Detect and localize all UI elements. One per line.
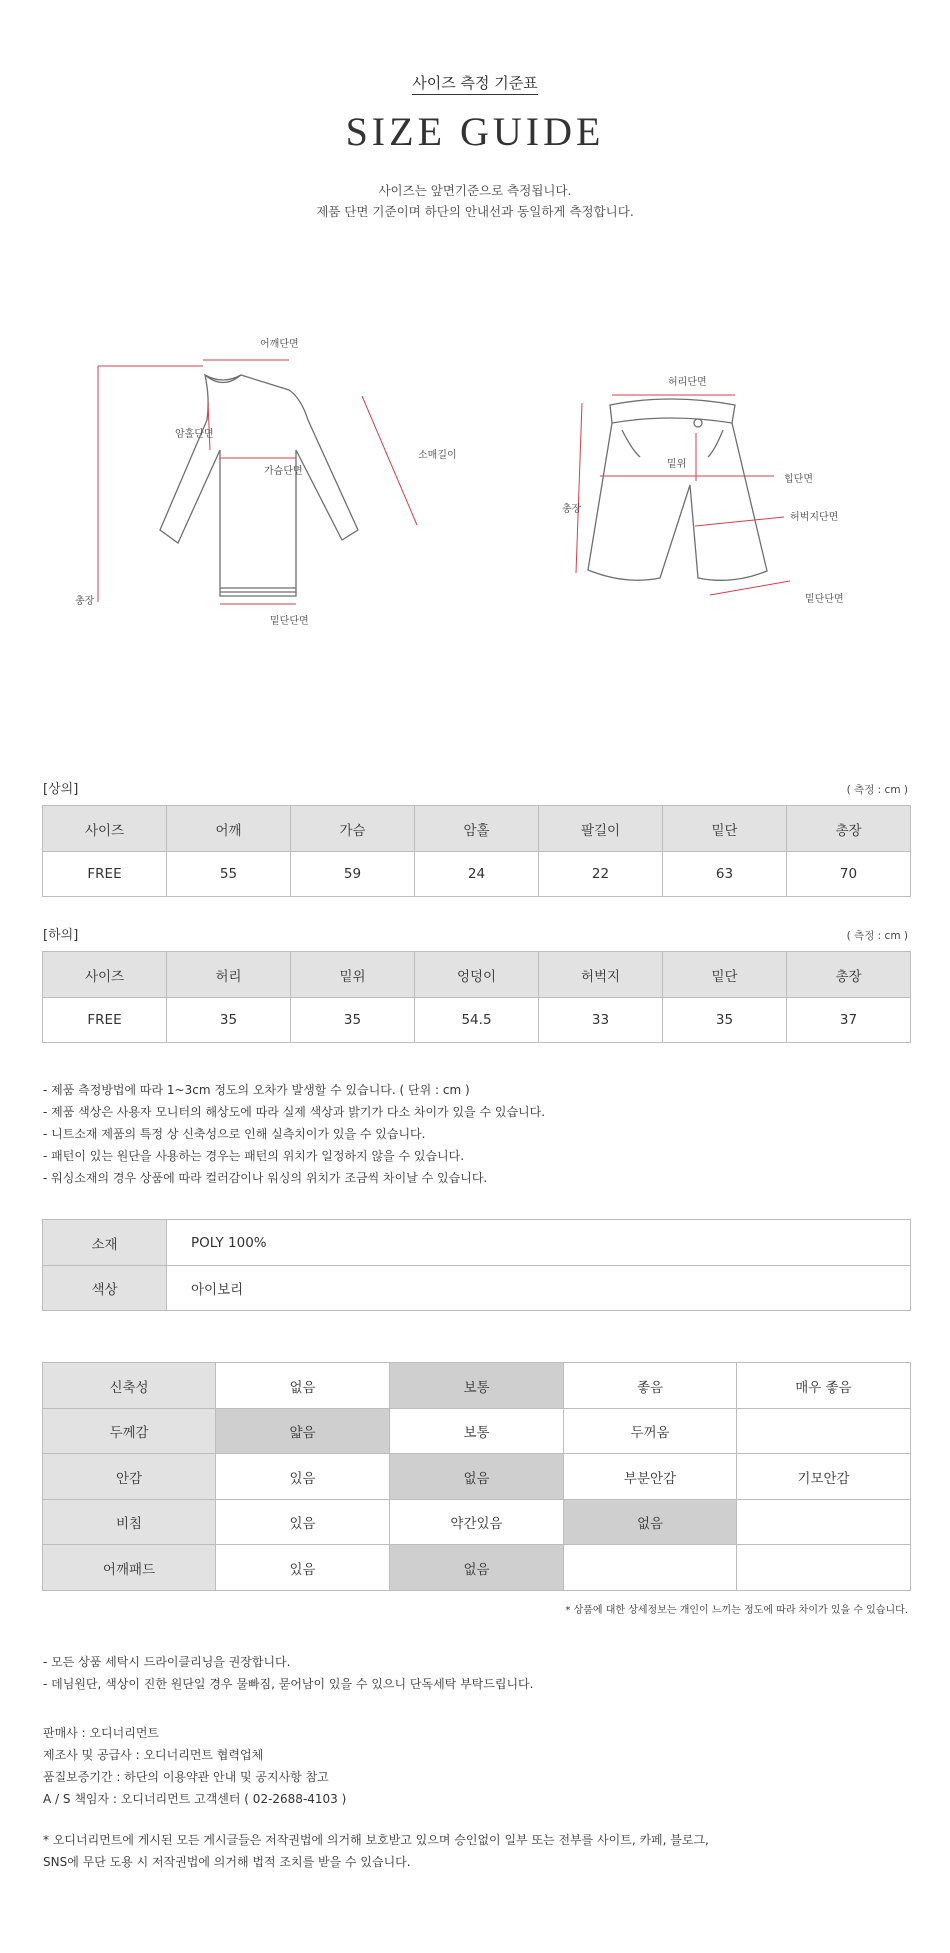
property-option: 있음 xyxy=(216,1500,390,1545)
table-cell: FREE xyxy=(43,852,167,897)
bottom-size-table xyxy=(42,951,911,1043)
intro-line-2: 제품 단면 기준이며 하단의 안내선과 동일하게 측정합니다. xyxy=(316,204,634,219)
property-option-selected: 보통 xyxy=(390,1363,564,1409)
table-header-row xyxy=(43,806,911,852)
care-line: - 모든 상품 세탁시 드라이클리닝을 권장합니다. xyxy=(43,1655,291,1669)
table-header-cell: 밑위 xyxy=(291,952,415,998)
property-row-shoulder-pad xyxy=(43,1545,911,1591)
copyright-notice xyxy=(43,1829,709,1873)
care-line: - 데님원단, 색상이 진한 원단일 경우 물빠짐, 묻어남이 있을 수 있으니 단독세탁 부탁드립니다. xyxy=(43,1677,534,1691)
table-cell: 55 xyxy=(167,852,291,897)
property-label: 두께감 xyxy=(43,1409,216,1454)
property-option xyxy=(737,1409,911,1454)
subtitle xyxy=(0,72,950,93)
copyright-line: * 오디너리먼트에 게시된 모든 게시글들은 저작권법에 의거해 보호받고 있으며 승인없이 일부 또는 전부를 사이트, 카페, 블로그, xyxy=(43,1833,709,1847)
table-header-cell: 가슴 xyxy=(291,806,415,852)
property-row-lining xyxy=(43,1454,911,1500)
table-cell: 59 xyxy=(291,852,415,897)
property-row-sheerness xyxy=(43,1500,911,1545)
property-option-selected: 얇음 xyxy=(216,1409,390,1454)
table-header-cell: 팔길이 xyxy=(539,806,663,852)
property-label: 비침 xyxy=(43,1500,216,1545)
table-cell: 37 xyxy=(787,998,911,1043)
table-cell: 33 xyxy=(539,998,663,1043)
bottom-diagram xyxy=(560,385,860,615)
properties-footnote: * 상품에 대한 상세정보는 개인이 느끼는 정도에 따라 차이가 있을 수 있습니다. xyxy=(565,1605,908,1616)
property-row-stretch xyxy=(43,1363,911,1409)
table-cell: FREE xyxy=(43,998,167,1043)
label-armhole: 암홀단면 xyxy=(175,429,214,440)
label-waist: 허리단면 xyxy=(668,377,707,388)
top-size-table xyxy=(42,805,911,897)
property-label: 신축성 xyxy=(43,1363,216,1409)
property-row-thickness xyxy=(43,1409,911,1454)
label-hem: 밑단단면 xyxy=(270,616,309,627)
seller-line: A / S 책임자 : 오디너리먼트 고객센터 ( 02-2688-4103 ) xyxy=(43,1792,347,1806)
property-option: 있음 xyxy=(216,1454,390,1500)
table-cell: 24 xyxy=(415,852,539,897)
color-value: 아이보리 xyxy=(167,1266,911,1311)
label-shoulder: 어깨단면 xyxy=(260,339,299,350)
bottom-table-label: [하의] xyxy=(43,928,79,943)
table-header-cell: 허리 xyxy=(167,952,291,998)
note-line: - 패턴이 있는 원단을 사용하는 경우는 패턴의 위치가 일정하지 않을 수 있습니다. xyxy=(43,1149,465,1163)
shorts-outline xyxy=(588,399,767,580)
color-label: 색상 xyxy=(43,1266,167,1311)
property-option: 두꺼움 xyxy=(564,1409,737,1454)
seller-info xyxy=(43,1722,346,1810)
properties-table xyxy=(42,1362,911,1591)
property-option: 있음 xyxy=(216,1545,390,1591)
page-title: SIZE GUIDE xyxy=(345,109,605,154)
bottom-measure-lines xyxy=(576,395,790,595)
measurement-notes xyxy=(43,1079,545,1189)
material-table xyxy=(42,1219,911,1311)
note-line: - 워싱소재의 경우 상품에 따라 컬러감이나 워싱의 위치가 조금씩 차이날 수 있습니다. xyxy=(43,1171,488,1185)
material-row xyxy=(43,1220,911,1266)
property-option: 보통 xyxy=(390,1409,564,1454)
table-cell: 35 xyxy=(663,998,787,1043)
table-header-cell: 밑단 xyxy=(663,952,787,998)
table-cell: 70 xyxy=(787,852,911,897)
note-line: - 제품 측정방법에 따라 1~3cm 정도의 오차가 발생할 수 있습니다. ( 단위 : cm ) xyxy=(43,1083,470,1097)
label-bottom-hem: 밑단단면 xyxy=(805,594,844,605)
material-value: POLY 100% xyxy=(167,1220,911,1266)
table-header-cell: 총장 xyxy=(787,952,911,998)
bottom-table-unit: ( 측정 : cm ) xyxy=(846,930,908,942)
table-cell: 54.5 xyxy=(415,998,539,1043)
property-option xyxy=(737,1500,911,1545)
table-cell: 22 xyxy=(539,852,663,897)
label-bottom-length: 총장 xyxy=(562,504,582,515)
seller-line: 품질보증기간 : 하단의 이용약관 안내 및 공지사항 참고 xyxy=(43,1770,329,1784)
sweater-outline xyxy=(160,375,358,596)
subtitle-text: 사이즈 측정 기준표 xyxy=(412,74,537,95)
table-cell: 63 xyxy=(663,852,787,897)
property-option: 없음 xyxy=(216,1363,390,1409)
table-header-cell: 밑단 xyxy=(663,806,787,852)
intro-text xyxy=(0,180,950,222)
table-cell: 35 xyxy=(167,998,291,1043)
label-length: 총장 xyxy=(75,596,95,607)
table-header-cell: 총장 xyxy=(787,806,911,852)
label-chest: 가슴단면 xyxy=(264,466,303,477)
top-table-unit: ( 측정 : cm ) xyxy=(846,784,908,796)
table-header-cell: 사이즈 xyxy=(43,806,167,852)
table-cell: 35 xyxy=(291,998,415,1043)
property-option-selected: 없음 xyxy=(564,1500,737,1545)
table-header-cell: 어깨 xyxy=(167,806,291,852)
note-line: - 제품 색상은 사용자 모니터의 해상도에 따라 실제 색상과 밝기가 다소 차이가 있을 수 있습니다. xyxy=(43,1105,546,1119)
property-option: 좋음 xyxy=(564,1363,737,1409)
table-header-cell: 허벅지 xyxy=(539,952,663,998)
copyright-line: SNS에 무단 도용 시 저작권법에 의거해 법적 조치를 받을 수 있습니다. xyxy=(43,1855,411,1869)
top-table-label: [상의] xyxy=(43,782,79,797)
property-label: 안감 xyxy=(43,1454,216,1500)
property-option: 약간있음 xyxy=(390,1500,564,1545)
property-option-selected: 없음 xyxy=(390,1545,564,1591)
table-row xyxy=(43,998,911,1043)
property-option: 부분안감 xyxy=(564,1454,737,1500)
property-option-selected: 없음 xyxy=(390,1454,564,1500)
top-measure-lines xyxy=(98,360,417,604)
material-label: 소재 xyxy=(43,1220,167,1266)
label-sleeve: 소매길이 xyxy=(418,450,457,461)
seller-line: 제조사 및 공급사 : 오디너리먼트 협력업체 xyxy=(43,1748,264,1762)
property-label: 어깨패드 xyxy=(43,1545,216,1591)
care-notes xyxy=(43,1651,533,1695)
property-option: 매우 좋음 xyxy=(737,1363,911,1409)
property-option: 기모안감 xyxy=(737,1454,911,1500)
label-thigh: 허벅지단면 xyxy=(790,512,839,523)
seller-line: 판매사 : 오디너리먼트 xyxy=(43,1726,160,1740)
note-line: - 니트소재 제품의 특정 상 신축성으로 인해 실측치이가 있을 수 있습니다. xyxy=(43,1127,426,1141)
intro-line-1: 사이즈는 앞면기준으로 측정됩니다. xyxy=(378,183,572,198)
table-row xyxy=(43,852,911,897)
color-row xyxy=(43,1266,911,1311)
table-header-cell: 암홀 xyxy=(415,806,539,852)
table-header-cell: 사이즈 xyxy=(43,952,167,998)
label-hip: 힙단면 xyxy=(784,474,813,485)
top-diagram xyxy=(60,330,480,630)
property-option xyxy=(564,1545,737,1591)
property-option xyxy=(737,1545,911,1591)
label-rise: 밑위 xyxy=(667,459,687,470)
table-header-cell: 엉덩이 xyxy=(415,952,539,998)
table-header-row xyxy=(43,952,911,998)
